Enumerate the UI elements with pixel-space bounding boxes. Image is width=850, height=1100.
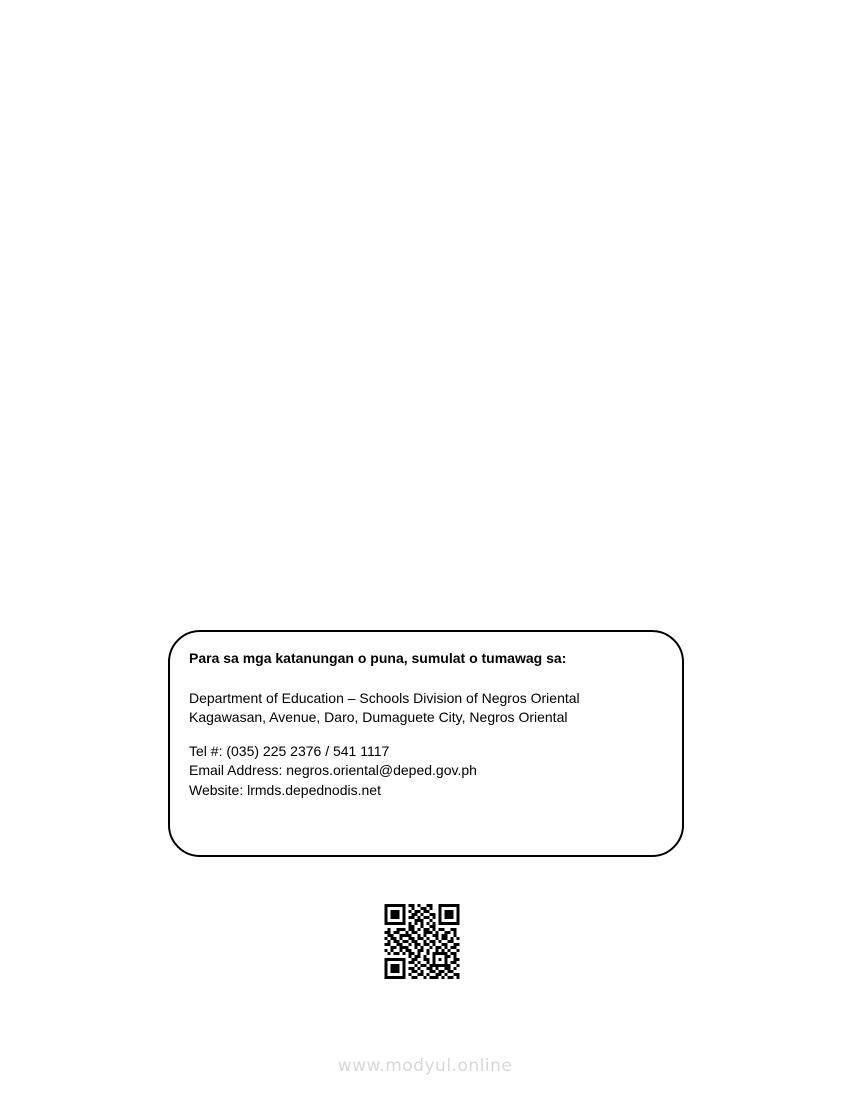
address-block	[189, 689, 663, 728]
address-line: Department of Education – Schools Division of Negros Oriental	[189, 689, 580, 706]
qr-code	[383, 904, 461, 979]
contact-block	[189, 742, 663, 801]
email-line: Email Address: negros.oriental@deped.gov.ph	[189, 762, 477, 778]
qr-code-svg	[383, 904, 461, 979]
watermark: www.modyul.online	[337, 1056, 513, 1076]
address-line: Kagawasan, Avenue, Daro, Dumaguete City, Negros Oriental	[189, 709, 568, 725]
contact-box-heading: Para sa mga katanungan o puna, sumulat o tumawag sa:	[189, 650, 567, 666]
contact-info-box	[168, 630, 684, 857]
telephone-line: Tel #: (035) 225 2376 / 541 1117	[189, 742, 390, 759]
website-line: Website: lrmds.depednodis.net	[189, 781, 381, 798]
